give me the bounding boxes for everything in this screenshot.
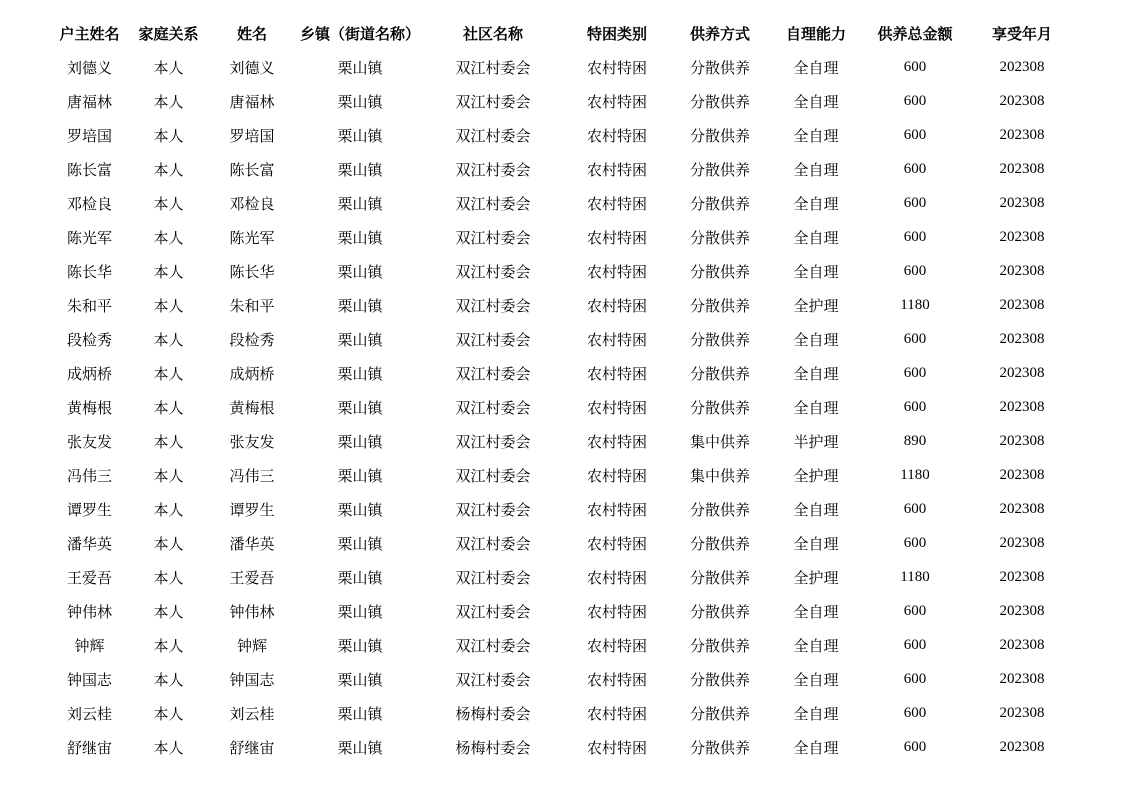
table-row (50, 730, 1078, 764)
cell-family-relation: 本人 (153, 94, 184, 111)
cell-total-support-amount: 1180 (900, 296, 930, 313)
cell-household-head-name: 钟辉 (74, 638, 105, 655)
cell-self-care-ability: 全自理 (793, 230, 839, 247)
cell-township-street-name: 栗山镇 (337, 638, 383, 655)
column-header-support-method: 供养方式 (689, 26, 750, 43)
table-row (50, 526, 1078, 560)
cell-total-support-amount: 890 (903, 432, 927, 449)
table-row (50, 492, 1078, 526)
cell-total-support-amount: 600 (903, 636, 927, 653)
cell-township-street-name: 栗山镇 (337, 536, 383, 553)
column-header-household-head-name: 户主姓名 (59, 26, 120, 43)
cell-person-name: 邓检良 (229, 196, 275, 213)
cell-benefit-year-month: 202308 (999, 704, 1045, 721)
column-header-poverty-category: 特困类别 (586, 26, 647, 43)
cell-self-care-ability: 全自理 (793, 502, 839, 519)
cell-total-support-amount: 600 (903, 500, 927, 517)
cell-person-name: 陈长富 (229, 162, 275, 179)
cell-community-name: 双江村委会 (455, 298, 531, 315)
cell-poverty-category: 农村特困 (586, 366, 647, 383)
cell-poverty-category: 农村特困 (586, 536, 647, 553)
cell-total-support-amount: 1180 (900, 568, 930, 585)
cell-poverty-category: 农村特困 (586, 434, 647, 451)
column-header-total-support-amount: 供养总金额 (877, 26, 953, 43)
cell-total-support-amount: 600 (903, 262, 927, 279)
cell-township-street-name: 栗山镇 (337, 672, 383, 689)
benefits-roster-table (50, 16, 1078, 764)
cell-community-name: 双江村委会 (455, 196, 531, 213)
cell-total-support-amount: 600 (903, 330, 927, 347)
cell-benefit-year-month: 202308 (999, 500, 1045, 517)
cell-township-street-name: 栗山镇 (337, 604, 383, 621)
cell-township-street-name: 栗山镇 (337, 366, 383, 383)
cell-poverty-category: 农村特困 (586, 94, 647, 111)
cell-community-name: 双江村委会 (455, 128, 531, 145)
cell-township-street-name: 栗山镇 (337, 400, 383, 417)
cell-benefit-year-month: 202308 (999, 296, 1045, 313)
table-row (50, 356, 1078, 390)
cell-support-method: 分散供养 (689, 264, 750, 281)
cell-household-head-name: 谭罗生 (66, 502, 112, 519)
cell-poverty-category: 农村特困 (586, 638, 647, 655)
cell-township-street-name: 栗山镇 (337, 706, 383, 723)
cell-total-support-amount: 600 (903, 602, 927, 619)
cell-community-name: 双江村委会 (455, 638, 531, 655)
cell-household-head-name: 舒继宙 (66, 740, 112, 757)
cell-benefit-year-month: 202308 (999, 466, 1045, 483)
cell-poverty-category: 农村特困 (586, 672, 647, 689)
cell-total-support-amount: 600 (903, 160, 927, 177)
cell-family-relation: 本人 (153, 332, 184, 349)
cell-family-relation: 本人 (153, 672, 184, 689)
cell-township-street-name: 栗山镇 (337, 468, 383, 485)
cell-benefit-year-month: 202308 (999, 534, 1045, 551)
cell-poverty-category: 农村特困 (586, 60, 647, 77)
cell-benefit-year-month: 202308 (999, 160, 1045, 177)
cell-township-street-name: 栗山镇 (337, 162, 383, 179)
cell-township-street-name: 栗山镇 (337, 740, 383, 757)
cell-poverty-category: 农村特困 (586, 128, 647, 145)
cell-person-name: 黄梅根 (229, 400, 275, 417)
table-row (50, 152, 1078, 186)
cell-poverty-category: 农村特困 (586, 570, 647, 587)
cell-family-relation: 本人 (153, 638, 184, 655)
table-header-row (50, 16, 1078, 50)
cell-household-head-name: 邓检良 (66, 196, 112, 213)
cell-total-support-amount: 600 (903, 738, 927, 755)
cell-community-name: 双江村委会 (455, 502, 531, 519)
cell-community-name: 杨梅村委会 (455, 706, 531, 723)
cell-person-name: 刘德义 (229, 60, 275, 77)
cell-community-name: 双江村委会 (455, 230, 531, 247)
cell-self-care-ability: 全自理 (793, 60, 839, 77)
cell-family-relation: 本人 (153, 570, 184, 587)
cell-poverty-category: 农村特困 (586, 230, 647, 247)
cell-poverty-category: 农村特困 (586, 604, 647, 621)
column-header-self-care-ability: 自理能力 (785, 26, 846, 43)
cell-township-street-name: 栗山镇 (337, 60, 383, 77)
table-row (50, 696, 1078, 730)
column-header-community-name: 社区名称 (462, 26, 523, 43)
column-header-person-name: 姓名 (236, 26, 267, 43)
cell-benefit-year-month: 202308 (999, 58, 1045, 75)
cell-total-support-amount: 1180 (900, 466, 930, 483)
cell-household-head-name: 成炳桥 (66, 366, 112, 383)
cell-household-head-name: 陈长富 (66, 162, 112, 179)
column-header-township-street-name: 乡镇（街道名称） (299, 26, 420, 43)
cell-community-name: 双江村委会 (455, 332, 531, 349)
cell-family-relation: 本人 (153, 604, 184, 621)
cell-township-street-name: 栗山镇 (337, 230, 383, 247)
cell-person-name: 冯伟三 (229, 468, 275, 485)
cell-township-street-name: 栗山镇 (337, 128, 383, 145)
cell-person-name: 段检秀 (229, 332, 275, 349)
cell-self-care-ability: 全自理 (793, 128, 839, 145)
cell-person-name: 陈长华 (229, 264, 275, 281)
table-row (50, 186, 1078, 220)
cell-family-relation: 本人 (153, 366, 184, 383)
cell-benefit-year-month: 202308 (999, 738, 1045, 755)
cell-support-method: 分散供养 (689, 60, 750, 77)
cell-self-care-ability: 全自理 (793, 672, 839, 689)
cell-support-method: 分散供养 (689, 536, 750, 553)
table-row (50, 288, 1078, 322)
cell-self-care-ability: 全自理 (793, 366, 839, 383)
cell-community-name: 双江村委会 (455, 94, 531, 111)
cell-household-head-name: 张友发 (66, 434, 112, 451)
cell-community-name: 双江村委会 (455, 366, 531, 383)
cell-household-head-name: 钟伟林 (66, 604, 112, 621)
cell-support-method: 分散供养 (689, 128, 750, 145)
cell-community-name: 双江村委会 (455, 672, 531, 689)
cell-support-method: 分散供养 (689, 298, 750, 315)
cell-self-care-ability: 全自理 (793, 740, 839, 757)
cell-support-method: 分散供养 (689, 638, 750, 655)
cell-self-care-ability: 全自理 (793, 638, 839, 655)
cell-family-relation: 本人 (153, 298, 184, 315)
cell-self-care-ability: 全自理 (793, 162, 839, 179)
cell-household-head-name: 段检秀 (66, 332, 112, 349)
table-row (50, 84, 1078, 118)
cell-person-name: 王爱吾 (229, 570, 275, 587)
cell-support-method: 分散供养 (689, 604, 750, 621)
cell-household-head-name: 陈光军 (66, 230, 112, 247)
cell-person-name: 陈光军 (229, 230, 275, 247)
table-row (50, 322, 1078, 356)
cell-community-name: 双江村委会 (455, 60, 531, 77)
cell-township-street-name: 栗山镇 (337, 570, 383, 587)
cell-support-method: 分散供养 (689, 672, 750, 689)
cell-township-street-name: 栗山镇 (337, 196, 383, 213)
cell-total-support-amount: 600 (903, 364, 927, 381)
cell-self-care-ability: 全护理 (793, 298, 839, 315)
cell-person-name: 成炳桥 (229, 366, 275, 383)
cell-support-method: 集中供养 (689, 434, 750, 451)
cell-total-support-amount: 600 (903, 534, 927, 551)
cell-poverty-category: 农村特困 (586, 332, 647, 349)
cell-benefit-year-month: 202308 (999, 432, 1045, 449)
cell-total-support-amount: 600 (903, 228, 927, 245)
cell-total-support-amount: 600 (903, 92, 927, 109)
cell-self-care-ability: 全自理 (793, 94, 839, 111)
cell-household-head-name: 王爱吾 (66, 570, 112, 587)
table-row (50, 594, 1078, 628)
table-row (50, 628, 1078, 662)
cell-township-street-name: 栗山镇 (337, 502, 383, 519)
cell-poverty-category: 农村特困 (586, 298, 647, 315)
cell-benefit-year-month: 202308 (999, 364, 1045, 381)
cell-poverty-category: 农村特困 (586, 196, 647, 213)
cell-community-name: 双江村委会 (455, 536, 531, 553)
table-row (50, 390, 1078, 424)
cell-poverty-category: 农村特困 (586, 400, 647, 417)
cell-support-method: 分散供养 (689, 162, 750, 179)
cell-township-street-name: 栗山镇 (337, 264, 383, 281)
cell-self-care-ability: 全自理 (793, 400, 839, 417)
cell-poverty-category: 农村特困 (586, 502, 647, 519)
cell-family-relation: 本人 (153, 264, 184, 281)
cell-household-head-name: 刘德义 (66, 60, 112, 77)
cell-support-method: 分散供养 (689, 196, 750, 213)
cell-family-relation: 本人 (153, 128, 184, 145)
cell-benefit-year-month: 202308 (999, 602, 1045, 619)
cell-township-street-name: 栗山镇 (337, 94, 383, 111)
cell-support-method: 分散供养 (689, 332, 750, 349)
cell-household-head-name: 陈长华 (66, 264, 112, 281)
column-header-benefit-year-month: 享受年月 (991, 26, 1052, 43)
cell-family-relation: 本人 (153, 60, 184, 77)
cell-self-care-ability: 全自理 (793, 332, 839, 349)
cell-benefit-year-month: 202308 (999, 636, 1045, 653)
cell-benefit-year-month: 202308 (999, 568, 1045, 585)
table-row (50, 220, 1078, 254)
cell-person-name: 唐福林 (229, 94, 275, 111)
cell-person-name: 张友发 (229, 434, 275, 451)
cell-benefit-year-month: 202308 (999, 92, 1045, 109)
cell-support-method: 分散供养 (689, 706, 750, 723)
cell-township-street-name: 栗山镇 (337, 298, 383, 315)
cell-person-name: 钟伟林 (229, 604, 275, 621)
table-row (50, 424, 1078, 458)
cell-support-method: 分散供养 (689, 570, 750, 587)
cell-benefit-year-month: 202308 (999, 194, 1045, 211)
cell-community-name: 双江村委会 (455, 434, 531, 451)
cell-family-relation: 本人 (153, 196, 184, 213)
cell-family-relation: 本人 (153, 230, 184, 247)
table-row (50, 662, 1078, 696)
cell-total-support-amount: 600 (903, 670, 927, 687)
cell-poverty-category: 农村特困 (586, 162, 647, 179)
cell-benefit-year-month: 202308 (999, 228, 1045, 245)
cell-support-method: 分散供养 (689, 400, 750, 417)
cell-community-name: 双江村委会 (455, 162, 531, 179)
table-row (50, 254, 1078, 288)
cell-benefit-year-month: 202308 (999, 126, 1045, 143)
cell-support-method: 分散供养 (689, 230, 750, 247)
cell-person-name: 潘华英 (229, 536, 275, 553)
cell-family-relation: 本人 (153, 536, 184, 553)
cell-household-head-name: 潘华英 (66, 536, 112, 553)
cell-benefit-year-month: 202308 (999, 262, 1045, 279)
cell-community-name: 双江村委会 (455, 468, 531, 485)
table-row (50, 50, 1078, 84)
cell-total-support-amount: 600 (903, 126, 927, 143)
table-row (50, 118, 1078, 152)
cell-family-relation: 本人 (153, 502, 184, 519)
cell-total-support-amount: 600 (903, 704, 927, 721)
cell-person-name: 舒继宙 (229, 740, 275, 757)
cell-self-care-ability: 半护理 (793, 434, 839, 451)
cell-support-method: 分散供养 (689, 366, 750, 383)
cell-community-name: 双江村委会 (455, 604, 531, 621)
cell-total-support-amount: 600 (903, 398, 927, 415)
cell-person-name: 钟辉 (236, 638, 267, 655)
cell-community-name: 双江村委会 (455, 400, 531, 417)
cell-self-care-ability: 全护理 (793, 468, 839, 485)
cell-household-head-name: 罗培国 (66, 128, 112, 145)
cell-person-name: 罗培国 (229, 128, 275, 145)
cell-family-relation: 本人 (153, 740, 184, 757)
cell-community-name: 杨梅村委会 (455, 740, 531, 757)
cell-benefit-year-month: 202308 (999, 670, 1045, 687)
cell-self-care-ability: 全自理 (793, 604, 839, 621)
cell-poverty-category: 农村特困 (586, 264, 647, 281)
cell-household-head-name: 冯伟三 (66, 468, 112, 485)
cell-household-head-name: 唐福林 (66, 94, 112, 111)
cell-family-relation: 本人 (153, 162, 184, 179)
cell-person-name: 朱和平 (229, 298, 275, 315)
document-page (0, 16, 1122, 809)
table-row (50, 560, 1078, 594)
cell-family-relation: 本人 (153, 706, 184, 723)
cell-person-name: 钟国志 (229, 672, 275, 689)
column-header-family-relation: 家庭关系 (138, 26, 199, 43)
cell-total-support-amount: 600 (903, 194, 927, 211)
cell-self-care-ability: 全自理 (793, 196, 839, 213)
cell-self-care-ability: 全自理 (793, 536, 839, 553)
cell-household-head-name: 朱和平 (66, 298, 112, 315)
cell-family-relation: 本人 (153, 434, 184, 451)
cell-poverty-category: 农村特困 (586, 468, 647, 485)
cell-self-care-ability: 全自理 (793, 706, 839, 723)
cell-community-name: 双江村委会 (455, 570, 531, 587)
cell-person-name: 谭罗生 (229, 502, 275, 519)
cell-self-care-ability: 全自理 (793, 264, 839, 281)
cell-household-head-name: 钟国志 (66, 672, 112, 689)
cell-support-method: 分散供养 (689, 94, 750, 111)
cell-self-care-ability: 全护理 (793, 570, 839, 587)
cell-total-support-amount: 600 (903, 58, 927, 75)
cell-support-method: 集中供养 (689, 468, 750, 485)
cell-support-method: 分散供养 (689, 502, 750, 519)
cell-benefit-year-month: 202308 (999, 330, 1045, 347)
cell-household-head-name: 黄梅根 (66, 400, 112, 417)
cell-community-name: 双江村委会 (455, 264, 531, 281)
cell-benefit-year-month: 202308 (999, 398, 1045, 415)
cell-township-street-name: 栗山镇 (337, 434, 383, 451)
cell-person-name: 刘云桂 (229, 706, 275, 723)
cell-poverty-category: 农村特困 (586, 740, 647, 757)
cell-poverty-category: 农村特困 (586, 706, 647, 723)
cell-family-relation: 本人 (153, 468, 184, 485)
cell-household-head-name: 刘云桂 (66, 706, 112, 723)
cell-support-method: 分散供养 (689, 740, 750, 757)
cell-family-relation: 本人 (153, 400, 184, 417)
cell-township-street-name: 栗山镇 (337, 332, 383, 349)
table-row (50, 458, 1078, 492)
